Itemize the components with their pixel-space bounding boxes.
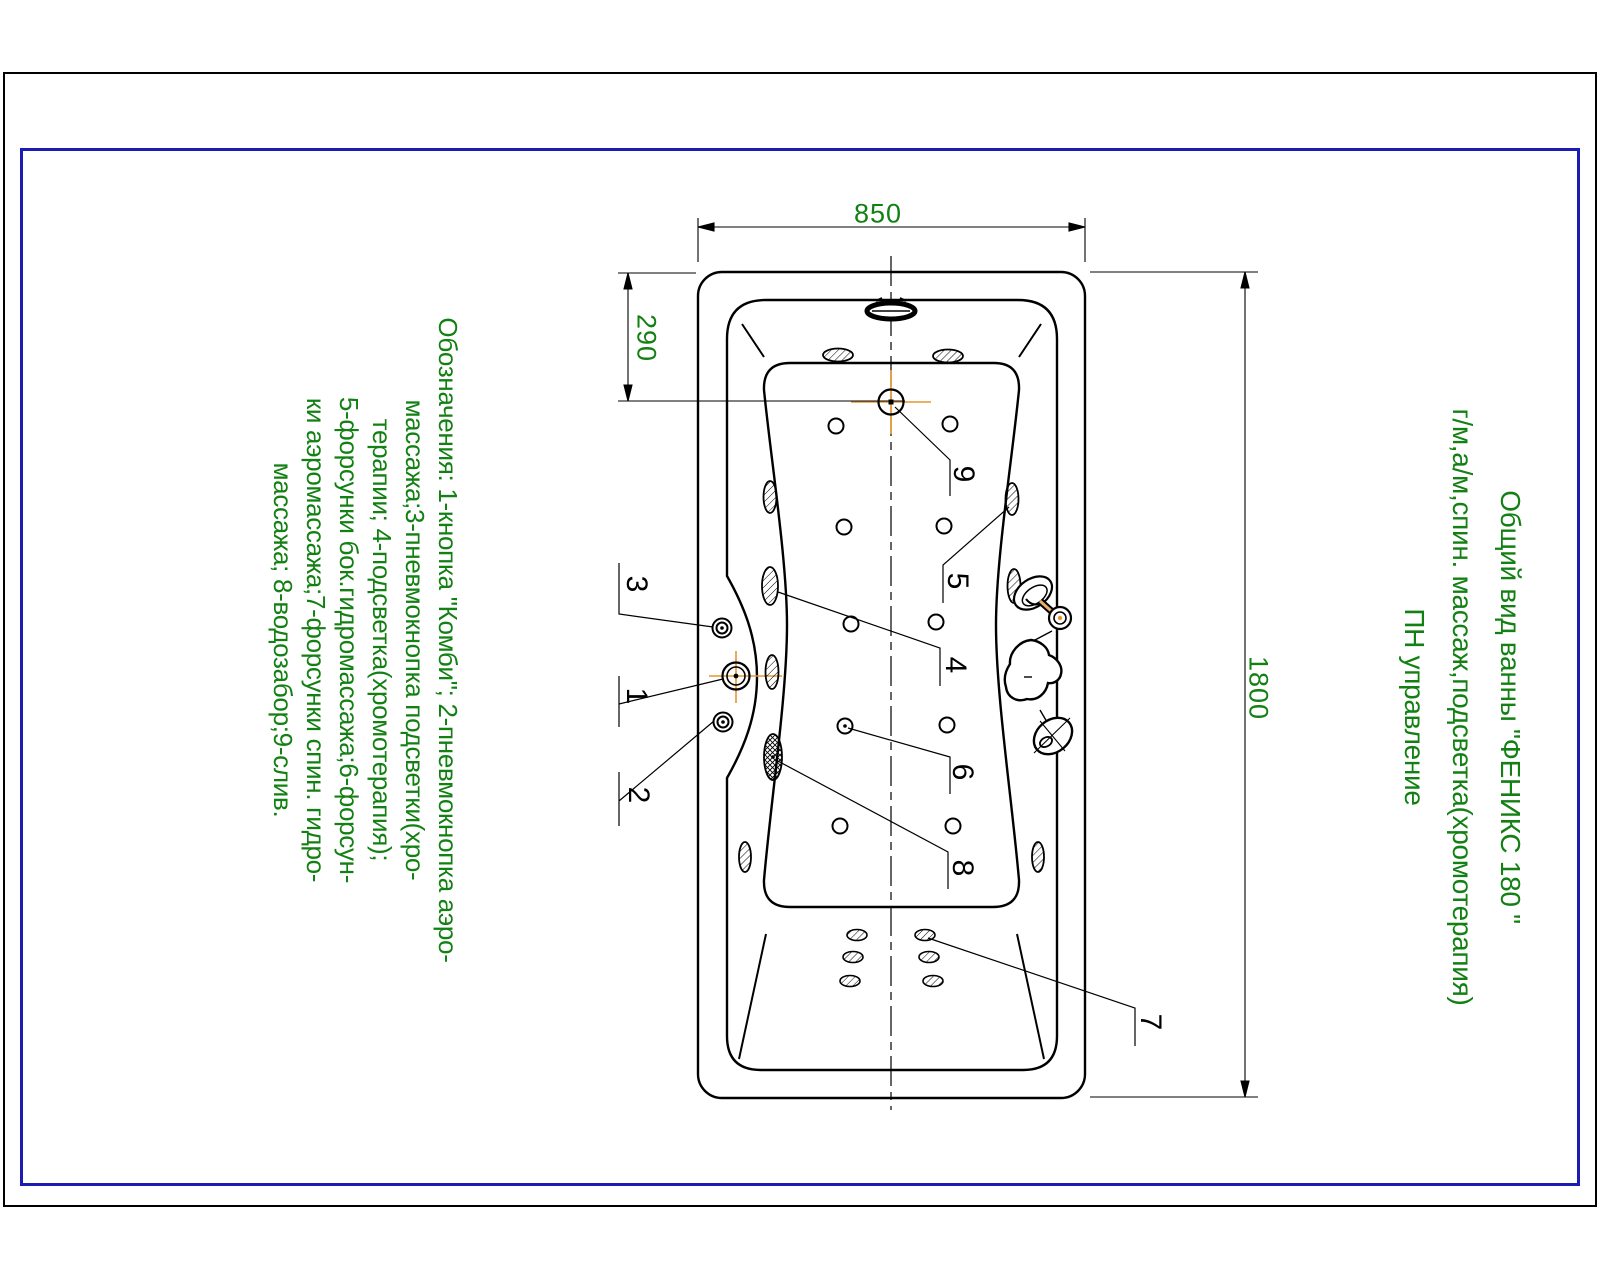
drawing-title-block (1390, 377, 1534, 1037)
legend-line: Обозначения: 1-кнопка "Комби"; 2-пневмокнопка аэро- (433, 317, 463, 963)
aero-button (714, 713, 733, 732)
neck-jets (823, 349, 963, 363)
side-jet (1006, 483, 1019, 515)
legend-line: ки аэромассажа;7-форсунки спин. гидро- (301, 397, 331, 883)
callout-8: 8 (946, 859, 979, 877)
callout-6: 6 (946, 763, 979, 781)
callout-3: 3 (620, 575, 653, 593)
drawing-control-type: ПН управление (1399, 608, 1430, 806)
headrest-shape (1005, 640, 1062, 722)
callout-5: 5 (941, 572, 974, 590)
side-jet (1032, 842, 1044, 872)
side-jet (764, 481, 777, 513)
callout-4: 4 (939, 656, 972, 674)
legend-block (266, 290, 464, 990)
legend-line: 5-форсунки бок.гидромассажа;6-форсун- (334, 396, 364, 884)
side-jet (766, 655, 779, 689)
callout-7: 7 (1134, 1013, 1167, 1031)
dimension-1800-lines (1090, 272, 1258, 1097)
side-jet (739, 842, 751, 872)
callout-1: 1 (620, 687, 653, 705)
light-button (713, 619, 732, 638)
chromotherapy-light (762, 567, 778, 605)
legend-line: массажа; 8-водозабор;9-слив. (268, 462, 298, 818)
dimension-1800-label: 1800 (1243, 655, 1274, 721)
drawing-subtitle: г/м,а/м,спин. массаж,подсветка(хромотерапия) (1447, 408, 1478, 1006)
aero-jets (829, 417, 961, 834)
dimension-850-label: 850 (853, 198, 903, 229)
legend-line: терапии; 4-подсветка(хромотерапия); (367, 418, 397, 862)
callout-9: 9 (947, 465, 980, 483)
dimension-290-label: 290 (631, 313, 662, 363)
faucet-boss-icon (1027, 710, 1080, 762)
callout-2: 2 (622, 786, 655, 804)
drain-icon (851, 370, 931, 434)
legend-line: массажа;3-пневмокнопка подсветки(хро- (400, 399, 430, 881)
drawing-title: Общий вид ванны "ФЕНИКС 180 " (1495, 490, 1526, 924)
